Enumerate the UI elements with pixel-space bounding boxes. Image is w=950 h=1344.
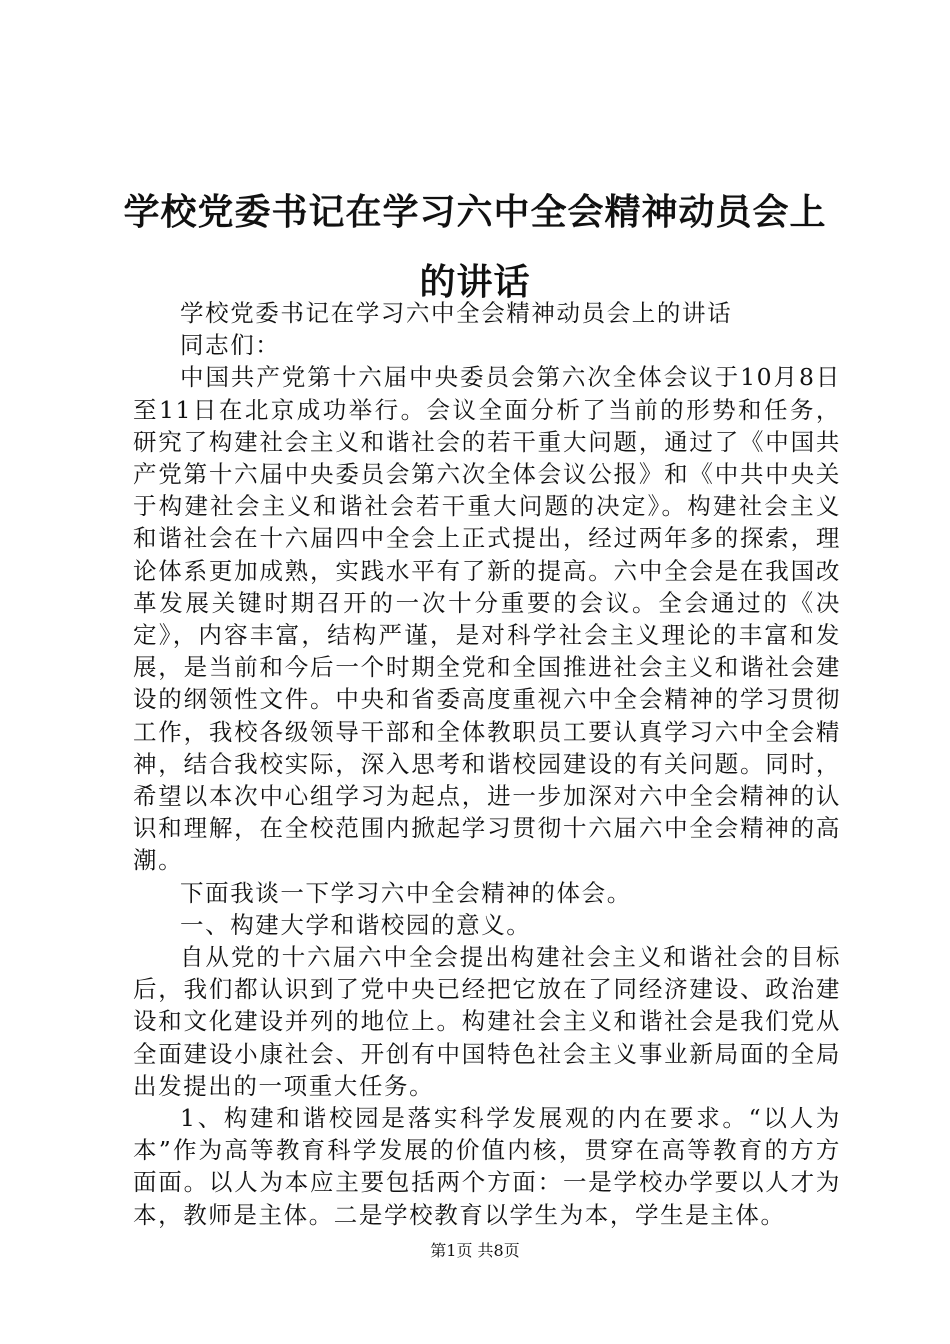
document-title: 学校党委书记在学习六中全会精神动员会上的讲话: [123, 192, 827, 303]
body-paragraph: 下面我谈一下学习六中全会精神的体会。: [180, 878, 632, 907]
page-footer: 第1页 共8页: [430, 1241, 520, 1260]
body-paragraph: 自从党的十六届六中全会提出构建社会主义和谐社会的目标后，我们都认识到了党中央已经把它放在了同经济建设、政治建设和文化建设并列的地位上。构建社会主义和谐社会是我们党从全面建设小康社会、开创有中国特色社会主义事业新局面的全局出发提出的一项重大任务。: [133, 943, 841, 1100]
body-paragraph: 1、构建和谐校园是落实科学发展观的内在要求。“以人为本”作为高等教育科学发展的价值内核，贯穿在高等教育的方方面面。以人为本应主要包括两个方面：一是学校办学要以人才为本，教师是主体。二是学校教育以学生为本，学生是主体。: [133, 1104, 841, 1229]
subtitle-paragraph: 学校党委书记在学习六中全会精神动员会上的讲话: [180, 299, 733, 327]
body-paragraph: 中国共产党第十六届中央委员会第六次全体会议于10月8日至11日在北京成功举行。会议全面分析了当前的形势和任务，研究了构建社会主义和谐社会的若干重大问题，通过了《中国共产党第十六届中央委员会第六次全体会议公报》和《中共中央关于构建社会主义和谐社会若干重大问题的决定》。构建社会主义和谐社会在十六届四中全会上正式提出，经过两年多的探索，理论体系更加成熟，实践水平有了新的提高。六中全会是在我国改革发展关键时期召开的一次十分重要的会议。全会通过的《决定》，内容丰富，结构严谨，是对科学社会主义理论的丰富和发展，是当前和今后一个时期全党和全国推进社会主义和谐社会建设的纲领性文件。中央和省委高度重视六中全会精神的学习贯彻工作，我校各级领导干部和全体教职员工要认真学习六中全会精神，结合我校实际，深入思考和谐校园建设的有关问题。同时，希望以本次中心组学习为起点，进一步加深对六中全会精神的认识和理解，在全校范围内掀起学习贯彻十六届六中全会精神的高潮。: [133, 363, 841, 875]
salutation-paragraph: 同志们：: [180, 331, 281, 360]
document-body: [133, 297, 841, 1231]
section-heading: 一、构建大学和谐校园的意义。: [180, 910, 532, 939]
